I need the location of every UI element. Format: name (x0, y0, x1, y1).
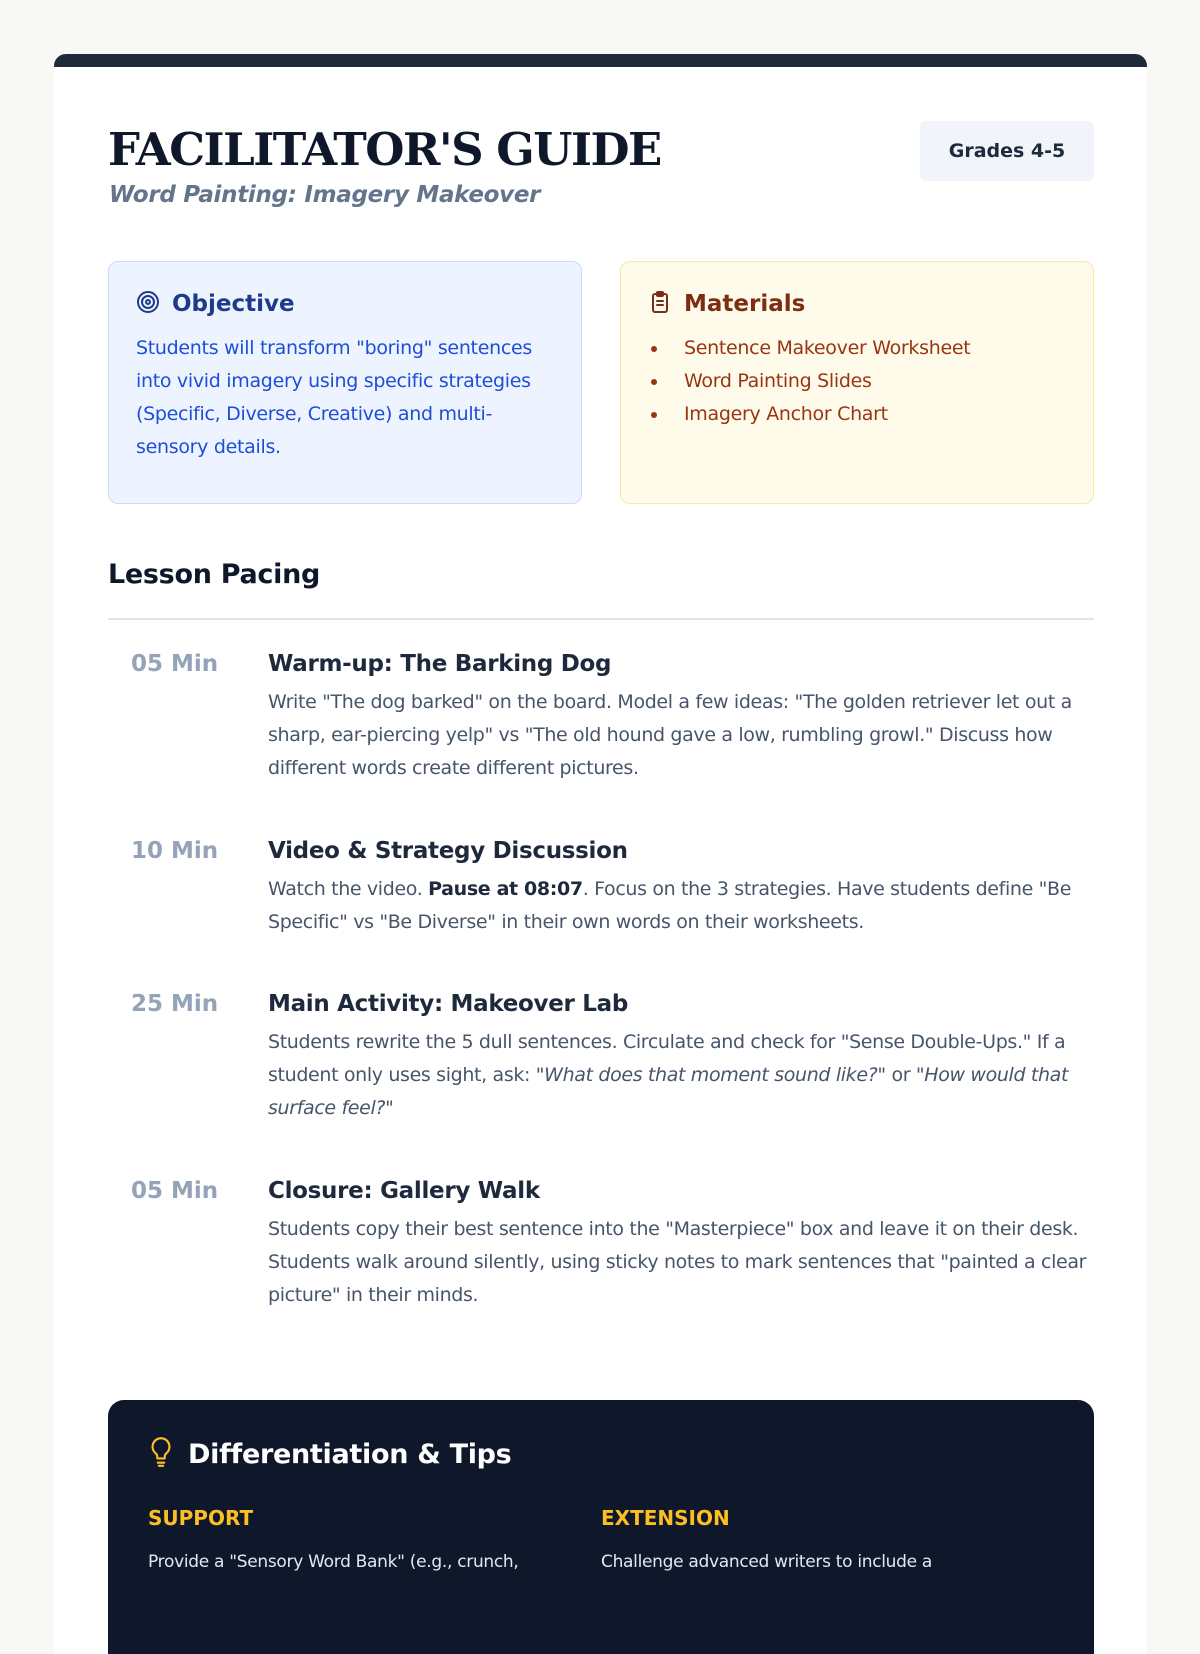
pacing-step-time: 25 Min (131, 991, 219, 1017)
materials-item-label: Sentence Makeover Worksheet (684, 337, 971, 359)
description-text: . Focus on the 3 strategies. Have students define "Be Specific" vs "Be Diverse" in their own words on their worksheets. (268, 878, 1072, 933)
pacing-step-content (268, 984, 1094, 1125)
support-title: SUPPORT (148, 1506, 254, 1530)
pacing-step-content (268, 831, 1094, 939)
objective-header (136, 290, 554, 318)
materials-card (620, 261, 1094, 504)
pacing-step-content (268, 1171, 1094, 1312)
pacing-step (108, 644, 1094, 831)
pacing-section-title: Lesson Pacing (108, 559, 321, 590)
pacing-step-title: Video & Strategy Discussion (268, 838, 628, 864)
pacing-step-description (268, 1026, 1094, 1125)
pacing-step (108, 831, 1094, 984)
pacing-step-time: 05 Min (131, 1178, 219, 1204)
support-text: Provide a "Sensory Word Bank" (e.g., crunch, (148, 1552, 519, 1572)
materials-item (648, 398, 1066, 431)
pacing-step-description (268, 873, 1094, 939)
extension-title: EXTENSION (601, 1506, 730, 1530)
page-subtitle: Word Painting: Imagery Makeover (109, 182, 541, 208)
description-question: "What does that moment sound like?" (535, 1064, 886, 1086)
clipboard-icon (648, 290, 672, 318)
materials-item (648, 332, 1066, 365)
extension-text: Challenge advanced writers to include a (601, 1552, 933, 1572)
pacing-step-title: Closure: Gallery Walk (268, 1178, 540, 1204)
materials-item (648, 365, 1066, 398)
bullet-icon (651, 379, 657, 385)
tips-header (148, 1436, 1054, 1472)
materials-item-label: Word Painting Slides (684, 370, 872, 392)
materials-header (648, 290, 1066, 318)
materials-item-label: Imagery Anchor Chart (684, 403, 888, 425)
support-column (148, 1506, 601, 1572)
pacing-step-description: Students copy their best sentence into the "Masterpiece" box and leave it on their desk. Students walk around silently, using sticky notes to mark sentences that "painted a clear picture" in their minds. (268, 1218, 1087, 1306)
pacing-step (108, 984, 1094, 1171)
target-icon (136, 290, 160, 318)
tips-title: Differentiation & Tips (188, 1438, 512, 1470)
description-question: "How would that surface feel?" (268, 1064, 1069, 1119)
lightbulb-icon (148, 1436, 174, 1472)
bullet-icon (651, 346, 657, 352)
materials-list (648, 332, 1066, 431)
tips-panel (108, 1400, 1094, 1654)
top-accent-bar (54, 54, 1147, 67)
bullet-icon (651, 412, 657, 418)
pacing-list (108, 644, 1094, 1312)
pacing-step-time: 10 Min (131, 838, 219, 864)
grade-badge: Grades 4-5 (920, 121, 1094, 181)
description-text: or (885, 1064, 916, 1086)
extension-column (601, 1506, 1054, 1572)
section-divider (108, 618, 1094, 620)
objective-card (108, 261, 582, 504)
pacing-step-title: Main Activity: Makeover Lab (268, 991, 629, 1017)
description-emphasis: Pause at 08:07 (428, 878, 583, 900)
tips-columns (148, 1506, 1054, 1572)
objective-title: Objective (172, 291, 295, 317)
pacing-step-time: 05 Min (131, 651, 219, 677)
guide-sheet (54, 54, 1147, 1654)
materials-title: Materials (684, 291, 806, 317)
pacing-step-title: Warm-up: The Barking Dog (268, 651, 612, 677)
pacing-step-description: Write "The dog barked" on the board. Model a few ideas: "The golden retriever let out a sharp, ear-piercing yelp" vs "The old hound gave a low, rumbling growl." Discuss how different words create different pictures. (268, 691, 1072, 779)
pacing-step-content (268, 644, 1094, 785)
page-title: FACILITATOR'S GUIDE (108, 123, 661, 176)
description-text: Students rewrite the 5 dull sentences. Circulate and check for "Sense Double-Ups." If a student only uses sight, ask: (268, 1031, 1066, 1086)
objective-body: Students will transform "boring" sentences into vivid imagery using specific strategies (Specific, Diverse, Creative) and multi-sensory details. (136, 337, 532, 458)
pacing-step (108, 1171, 1094, 1312)
description-text: Watch the video. (268, 878, 429, 900)
